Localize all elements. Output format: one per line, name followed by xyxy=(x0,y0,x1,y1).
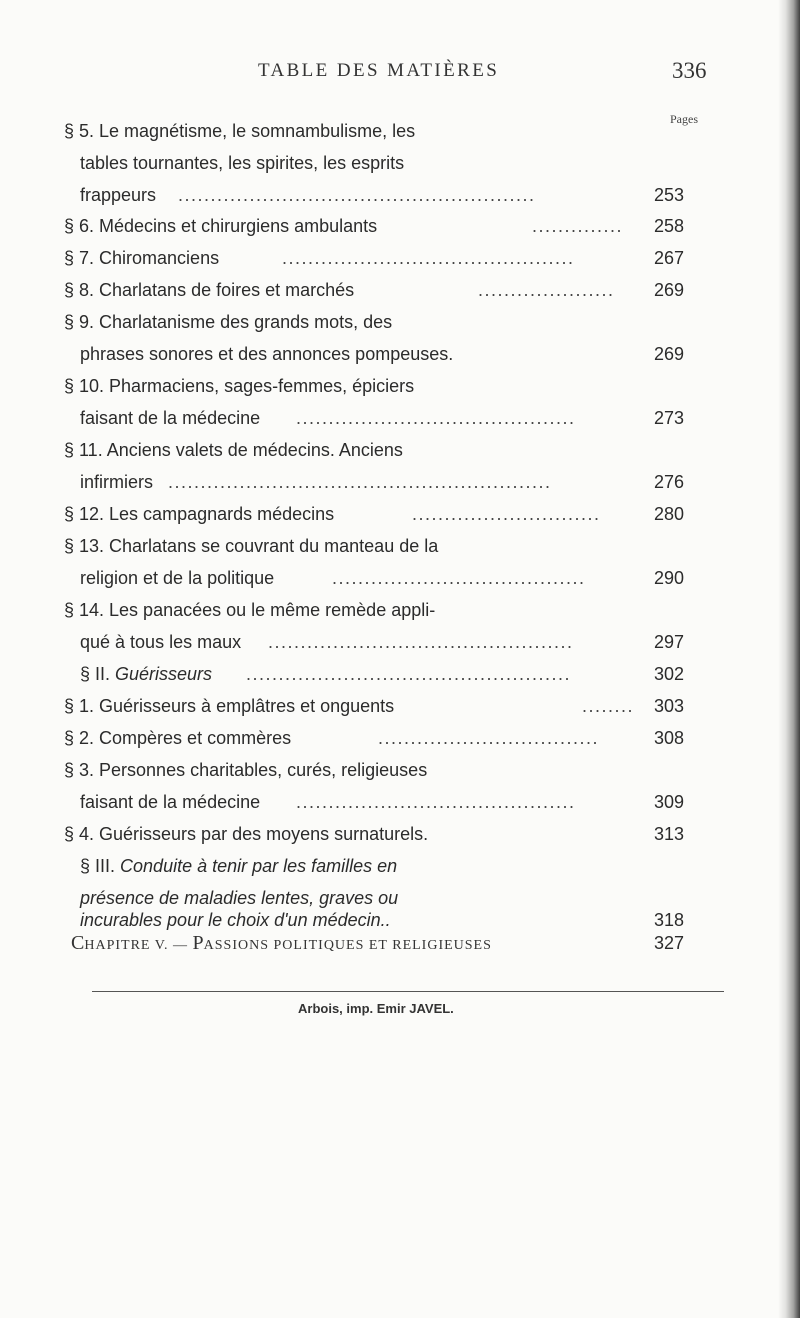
dot-leader: ........................................... xyxy=(296,408,576,428)
toc-entry-text: § 6. Médecins et chirurgiens ambulants xyxy=(64,216,378,236)
toc-line xyxy=(60,307,680,337)
dot-leader: .................................................. xyxy=(246,664,572,684)
toc-line xyxy=(60,116,680,146)
dot-leader: ........................................... xyxy=(296,792,576,812)
toc-entry-text: § 9. Charlatanisme des grands mots, des xyxy=(64,312,393,332)
dot-leader: ..................... xyxy=(478,280,615,300)
toc-entry-text: § 10. Pharmaciens, sages-femmes, épiciers xyxy=(64,376,415,396)
section-title: Guérisseurs xyxy=(115,664,213,684)
section-title: présence de maladies lentes, graves ou xyxy=(80,888,399,908)
printer-imprint: Arbois, imp. Emir JAVEL. xyxy=(298,1001,454,1016)
section-number: § III. xyxy=(80,856,121,876)
toc-page-number: 303 xyxy=(654,696,685,716)
toc-page-number: 273 xyxy=(654,408,685,428)
toc-line xyxy=(60,148,680,178)
toc-entry-text: § 3. Personnes charitables, curés, religieuses xyxy=(64,760,428,780)
chapter-page-number: 327 xyxy=(654,933,685,953)
toc-entry-text: § 13. Charlatans se couvrant du manteau de la xyxy=(64,536,439,556)
toc-entry-text: § 14. Les panacées ou le même remède appli- xyxy=(64,600,436,620)
toc-entry-text: § 11. Anciens valets de médecins. Anciens xyxy=(64,440,403,460)
page-number: 336 xyxy=(672,58,707,83)
toc-page-number: 309 xyxy=(654,792,685,812)
toc-entry-text: § 8. Charlatans de foires et marchés xyxy=(64,280,355,300)
toc-entry-text: § 5. Le magnétisme, le somnambulisme, les xyxy=(64,121,416,141)
toc-entry-text: § 1. Guérisseurs à emplâtres et onguents xyxy=(64,696,395,716)
toc-page-number: 280 xyxy=(654,504,685,524)
toc-entry-text: frappeurs xyxy=(80,185,157,205)
toc-entry-text: religion et de la politique xyxy=(80,568,275,588)
toc-page-number: 308 xyxy=(654,728,685,748)
toc-page-number: 269 xyxy=(654,344,685,364)
toc-page-number: 318 xyxy=(654,910,685,930)
dot-leader: ....................................... xyxy=(332,568,586,588)
toc-page-number: 269 xyxy=(654,280,685,300)
toc-entry-text: tables tournantes, les spirites, les esprits xyxy=(80,153,405,173)
toc-page-number: 276 xyxy=(654,472,685,492)
toc-entry xyxy=(60,563,685,593)
toc-entry-text: § 2. Compères et commères xyxy=(64,728,292,748)
toc-entry xyxy=(60,211,685,241)
toc-entry xyxy=(60,275,685,305)
toc-entry-text: faisant de la médecine xyxy=(80,792,261,812)
toc-entry xyxy=(60,339,685,369)
toc-entry xyxy=(60,723,685,753)
toc-page-number: 253 xyxy=(654,185,685,205)
chapter-title-initial: P xyxy=(192,932,204,954)
section-title: incurables pour le choix d'un médecin.. xyxy=(80,910,391,930)
toc-line xyxy=(60,851,680,881)
running-head: TABLE DES MATIÈRES xyxy=(258,60,500,81)
chapter-title: ASSIONS POLITIQUES ET RELIGIEUSES xyxy=(203,938,492,953)
toc-entry-text: infirmiers xyxy=(80,472,154,492)
toc-entry-text: qué à tous les maux xyxy=(80,632,242,652)
binding-shadow xyxy=(778,0,800,1318)
section-number: § II. xyxy=(80,664,116,684)
toc-page-number: 258 xyxy=(654,216,685,236)
dot-leader: .............. xyxy=(532,216,624,236)
toc-entry-text: faisant de la médecine xyxy=(80,408,261,428)
toc-entry-text: phrases sonores et des annonces pompeuses. xyxy=(80,344,454,364)
toc-entry-text: § 7. Chiromanciens xyxy=(64,248,220,268)
toc-entry-text xyxy=(80,851,397,881)
divider-rule xyxy=(92,991,724,992)
toc-page-number: 302 xyxy=(654,664,685,684)
toc-line xyxy=(60,531,680,561)
toc-entry-text: § 4. Guérisseurs par des moyens surnaturels. xyxy=(64,824,429,844)
dot-leader: .................................. xyxy=(378,728,600,748)
toc-line xyxy=(60,371,680,401)
dot-leader: ............................................. xyxy=(282,248,575,268)
pages-column-label: Pages xyxy=(670,112,698,126)
toc-line xyxy=(60,755,680,785)
toc-entry xyxy=(60,467,685,497)
toc-entry-text: § 12. Les campagnards médecins xyxy=(64,504,335,524)
toc-line xyxy=(60,435,680,465)
toc-entry xyxy=(60,819,685,849)
toc-entry xyxy=(60,787,685,817)
chapter-label: HAPITRE V. — xyxy=(84,938,193,953)
toc-page-number: 313 xyxy=(654,824,685,844)
dot-leader: ............................................... xyxy=(268,632,574,652)
toc-entry xyxy=(60,403,685,433)
toc-entry xyxy=(60,627,685,657)
toc-entry xyxy=(60,659,685,689)
dot-leader: ....................................................... xyxy=(178,185,536,205)
toc-entry xyxy=(60,691,685,721)
toc-entry xyxy=(60,243,685,273)
section-title: Conduite à tenir par les familles en xyxy=(120,856,398,876)
toc-entry xyxy=(60,499,685,529)
toc-line xyxy=(60,595,680,625)
toc-page-number: 290 xyxy=(654,568,685,588)
dot-leader: ........................................................... xyxy=(168,472,552,492)
toc-page-number: 297 xyxy=(654,632,685,652)
toc-page-number: 267 xyxy=(654,248,685,268)
toc-entry-text xyxy=(80,659,212,689)
dot-leader: ........ xyxy=(582,696,635,716)
dot-leader: ............................. xyxy=(412,504,601,524)
chapter-label-initial: C xyxy=(71,932,85,954)
toc-entry xyxy=(60,180,685,210)
chapter-heading xyxy=(71,928,492,961)
